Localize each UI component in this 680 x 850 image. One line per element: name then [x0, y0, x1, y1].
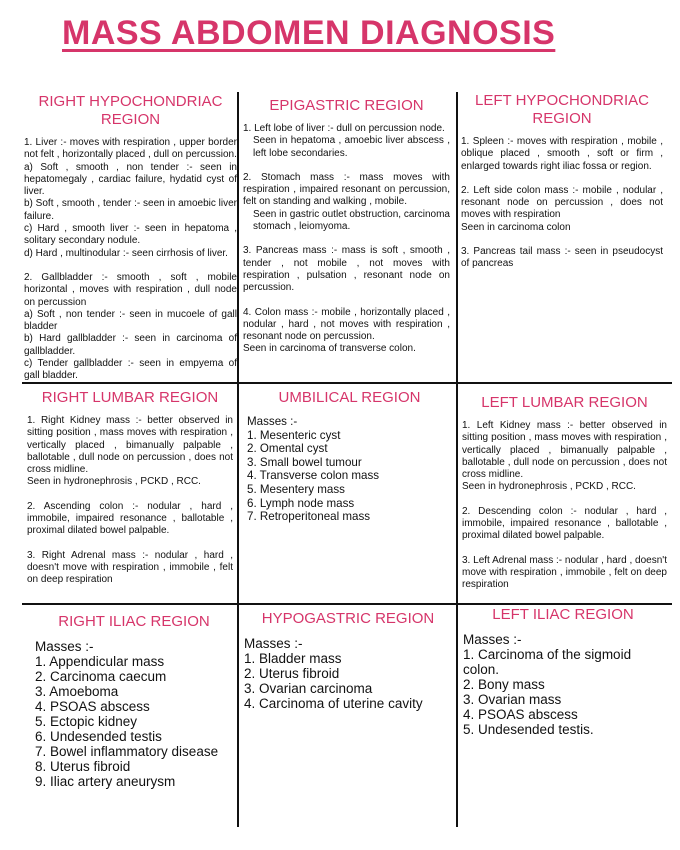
finding-text: 1. Right Kidney mass :- better observed in sitting position , mass moves with respiration , vertically placed , bimanually palpable , ballotable , dull node on percussion , does not cross midline. [27, 415, 233, 476]
finding-text: Seen in gastric outlet obstruction, carcinoma stomach , leiomyoma. [253, 208, 450, 233]
finding-text: Seen in hepatoma , amoebic liver abscess , left lobe secondaries. [253, 135, 450, 159]
finding-paragraph [462, 420, 667, 494]
finding-paragraph [461, 185, 663, 234]
finding-text: b) Hard gallbladder :- seen in carcinoma of gallbladder. [24, 333, 237, 357]
list-item: 1. Bladder mass [244, 651, 342, 666]
finding-text: 4. Colon mass :- mobile , horizontally placed , nodular , hard , not moves with respiration , resonant node on percussion. [243, 306, 450, 343]
list-item: 2. Carcinoma caecum [35, 669, 167, 684]
umbilical-region-title [247, 389, 452, 407]
finding-paragraph [462, 506, 667, 543]
hypogastric-region-title [244, 610, 452, 628]
left-hypochondriac-region-title [461, 92, 663, 128]
finding-text: c) Hard , smooth liver :- seen in hepatoma , solitary secondary nodule. [24, 223, 237, 247]
grid-divider-horizontal-top [22, 382, 672, 384]
right-lumbar-region-title [27, 389, 233, 407]
list-item: 2. Omental cyst [247, 442, 328, 456]
list-item: 1. Appendicular mass [35, 654, 165, 669]
hypogastric-region [244, 610, 452, 825]
finding-text: Seen in carcinoma of transverse colon. [243, 343, 416, 355]
region-title-line: LEFT LUMBAR REGION [481, 394, 648, 411]
list-item: 9. Iliac artery aneurysm [35, 774, 176, 789]
umbilical-region [247, 389, 452, 601]
finding-paragraph [27, 550, 233, 587]
masses-heading: Masses :- [463, 632, 522, 647]
left-iliac-region [463, 606, 663, 826]
list-item: 2. Uterus fibroid [244, 666, 340, 681]
list-item: 3. Amoeboma [35, 684, 119, 699]
finding-text: 2. Ascending colon :- nodular , hard , immobile, impaired resonance , ballotable , proximal dilated bowel palpable. [27, 500, 233, 537]
region-title-line: REGION [100, 111, 161, 128]
finding-text: c) Tender gallbladder :- seen in empyema of gall bladder. [24, 358, 237, 380]
region-title-line: RIGHT LUMBAR REGION [41, 389, 219, 406]
list-item: 3. Ovarian carcinoma [244, 681, 373, 696]
right-iliac-region [35, 613, 233, 828]
left-hypochondriac-region [461, 92, 663, 380]
list-item: 4. PSOAS abscess [35, 699, 150, 714]
finding-paragraph [243, 172, 450, 233]
finding-text: a) Soft , non tender :- seen in mucoele of gall bladder [24, 308, 237, 333]
masses-heading: Masses :- [247, 415, 298, 428]
finding-text: 2. Descending colon :- nodular , hard , immobile, impaired resonance , ballotable , proximal dilated bowel palpable. [462, 505, 667, 542]
region-title-line: LEFT ILIAC REGION [492, 606, 634, 623]
list-item: 3. Small bowel tumour [247, 455, 362, 469]
finding-text: 1. Left lobe of liver :- dull on percussion node. [243, 123, 445, 134]
region-title-line: LEFT HYPOCHONDRIAC [475, 92, 649, 109]
finding-text: 2. Stomach mass :- mass moves with respiration , impaired resonant on percussion, felt on standing and walking , mobile. [243, 171, 450, 208]
finding-paragraph [461, 246, 663, 271]
list-item: 3. Ovarian mass [463, 692, 562, 707]
finding-text: 1. Left Kidney mass :- better observed in sitting position , mass moves with respiration , vertically placed , bimanually palpable , ballotable , dull node on percussion , does not cross midline. [462, 420, 667, 481]
left-lumbar-region-title [462, 394, 667, 412]
finding-paragraph [27, 501, 233, 538]
right-iliac-region-title [35, 613, 233, 631]
masses-heading: Masses :- [244, 636, 303, 651]
finding-text: 3. Pancreas tail mass :- seen in pseudocyst of pancreas [461, 246, 663, 270]
finding-text: 3. Pancreas mass :- mass is soft , smooth , tender , not mobile , not moves with respiration , pulsation , resonant node on percussion. [243, 245, 450, 294]
left-lumbar-region [462, 394, 667, 601]
region-title-line: RIGHT ILIAC REGION [58, 613, 210, 630]
masses-heading: Masses :- [35, 639, 94, 654]
finding-text: b) Soft , smooth , tender :- seen in amoebic liver failure. [24, 198, 237, 222]
epigastric-region [243, 97, 450, 380]
page-title: MASS ABDOMEN DIAGNOSIS [62, 14, 556, 52]
finding-text: 1. Liver :- moves with respiration , upper border not felt , horizontally placed , dull on percussion. [24, 137, 237, 161]
finding-text: 3. Right Adrenal mass :- nodular , hard , doesn't move with respiration , immobile , felt on deep respiration [27, 549, 233, 586]
finding-paragraph [461, 136, 663, 173]
finding-text: Seen in hydronephrosis , PCKD , RCC. [27, 476, 201, 488]
right-hypochondriac-region [24, 93, 237, 380]
grid-divider-horizontal-bottom [22, 603, 672, 605]
finding-text: d) Hard , multinodular :- seen cirrhosis of liver. [24, 247, 228, 259]
list-item: 5. Ectopic kidney [35, 714, 138, 729]
list-item: 7. Retroperitoneal mass [247, 510, 371, 524]
list-item: 8. Uterus fibroid [35, 759, 131, 774]
list-item: 2. Bony mass [463, 677, 545, 692]
finding-text: a) Soft , smooth , non tender :- seen in hepatomegaly , cardiac failure, hydatid cyst of liver. [24, 161, 237, 198]
finding-text: Seen in hydronephrosis , PCKD , RCC. [462, 481, 636, 493]
list-item: 6. Lymph node mass [247, 496, 355, 510]
finding-paragraph [243, 245, 450, 294]
region-title-line: UMBILICAL REGION [278, 389, 421, 406]
right-lumbar-region [27, 389, 233, 601]
list-item: 6. Undesended testis [35, 729, 162, 744]
grid-divider-vertical-right [456, 92, 458, 827]
list-item: 4. Transverse colon mass [247, 469, 380, 483]
finding-paragraph [24, 272, 237, 380]
finding-paragraph [24, 137, 237, 260]
finding-paragraph [243, 123, 450, 160]
region-title-line: REGION [532, 110, 592, 127]
grid-divider-vertical-left [237, 92, 239, 827]
finding-text: 3. Left Adrenal mass :- nodular , hard , doesn't move with respiration , immobile , felt on deep respiration [462, 554, 667, 591]
finding-paragraph [462, 555, 667, 592]
list-item: 5. Mesentery mass [247, 482, 345, 496]
finding-paragraph [27, 415, 233, 489]
right-hypochondriac-region-title [24, 93, 237, 129]
finding-text: 1. Spleen :- moves with respiration , mobile , oblique placed , smooth , soft or firm , enlarged towards right iliac fossa or region. [461, 136, 663, 172]
region-title-line: HYPOGASTRIC REGION [261, 610, 435, 627]
finding-paragraph [243, 307, 450, 356]
list-item: 1. Carcinoma of the sigmoid colon. [463, 647, 632, 677]
finding-text: 2. Gallbladder :- smooth , soft , mobile horizontal , moves with respiration , dull node on percussion [24, 271, 237, 308]
region-title-line: RIGHT HYPOCHONDRIAC [38, 93, 223, 110]
finding-text: Seen in carcinoma colon [461, 221, 571, 233]
list-item: 7. Bowel inflammatory disease [35, 744, 219, 759]
epigastric-region-title [243, 97, 450, 115]
region-title-line: EPIGASTRIC REGION [269, 97, 424, 114]
list-item: 5. Undesended testis. [463, 722, 594, 737]
left-iliac-region-title [463, 606, 663, 624]
list-item: 4. PSOAS abscess [463, 707, 578, 722]
list-item: 4. Carcinoma of uterine cavity [244, 696, 423, 711]
list-item: 1. Mesenteric cyst [247, 428, 341, 442]
finding-text: 2. Left side colon mass :- mobile , nodular , resonant node on percussion , does not moves with respiration [461, 184, 663, 221]
